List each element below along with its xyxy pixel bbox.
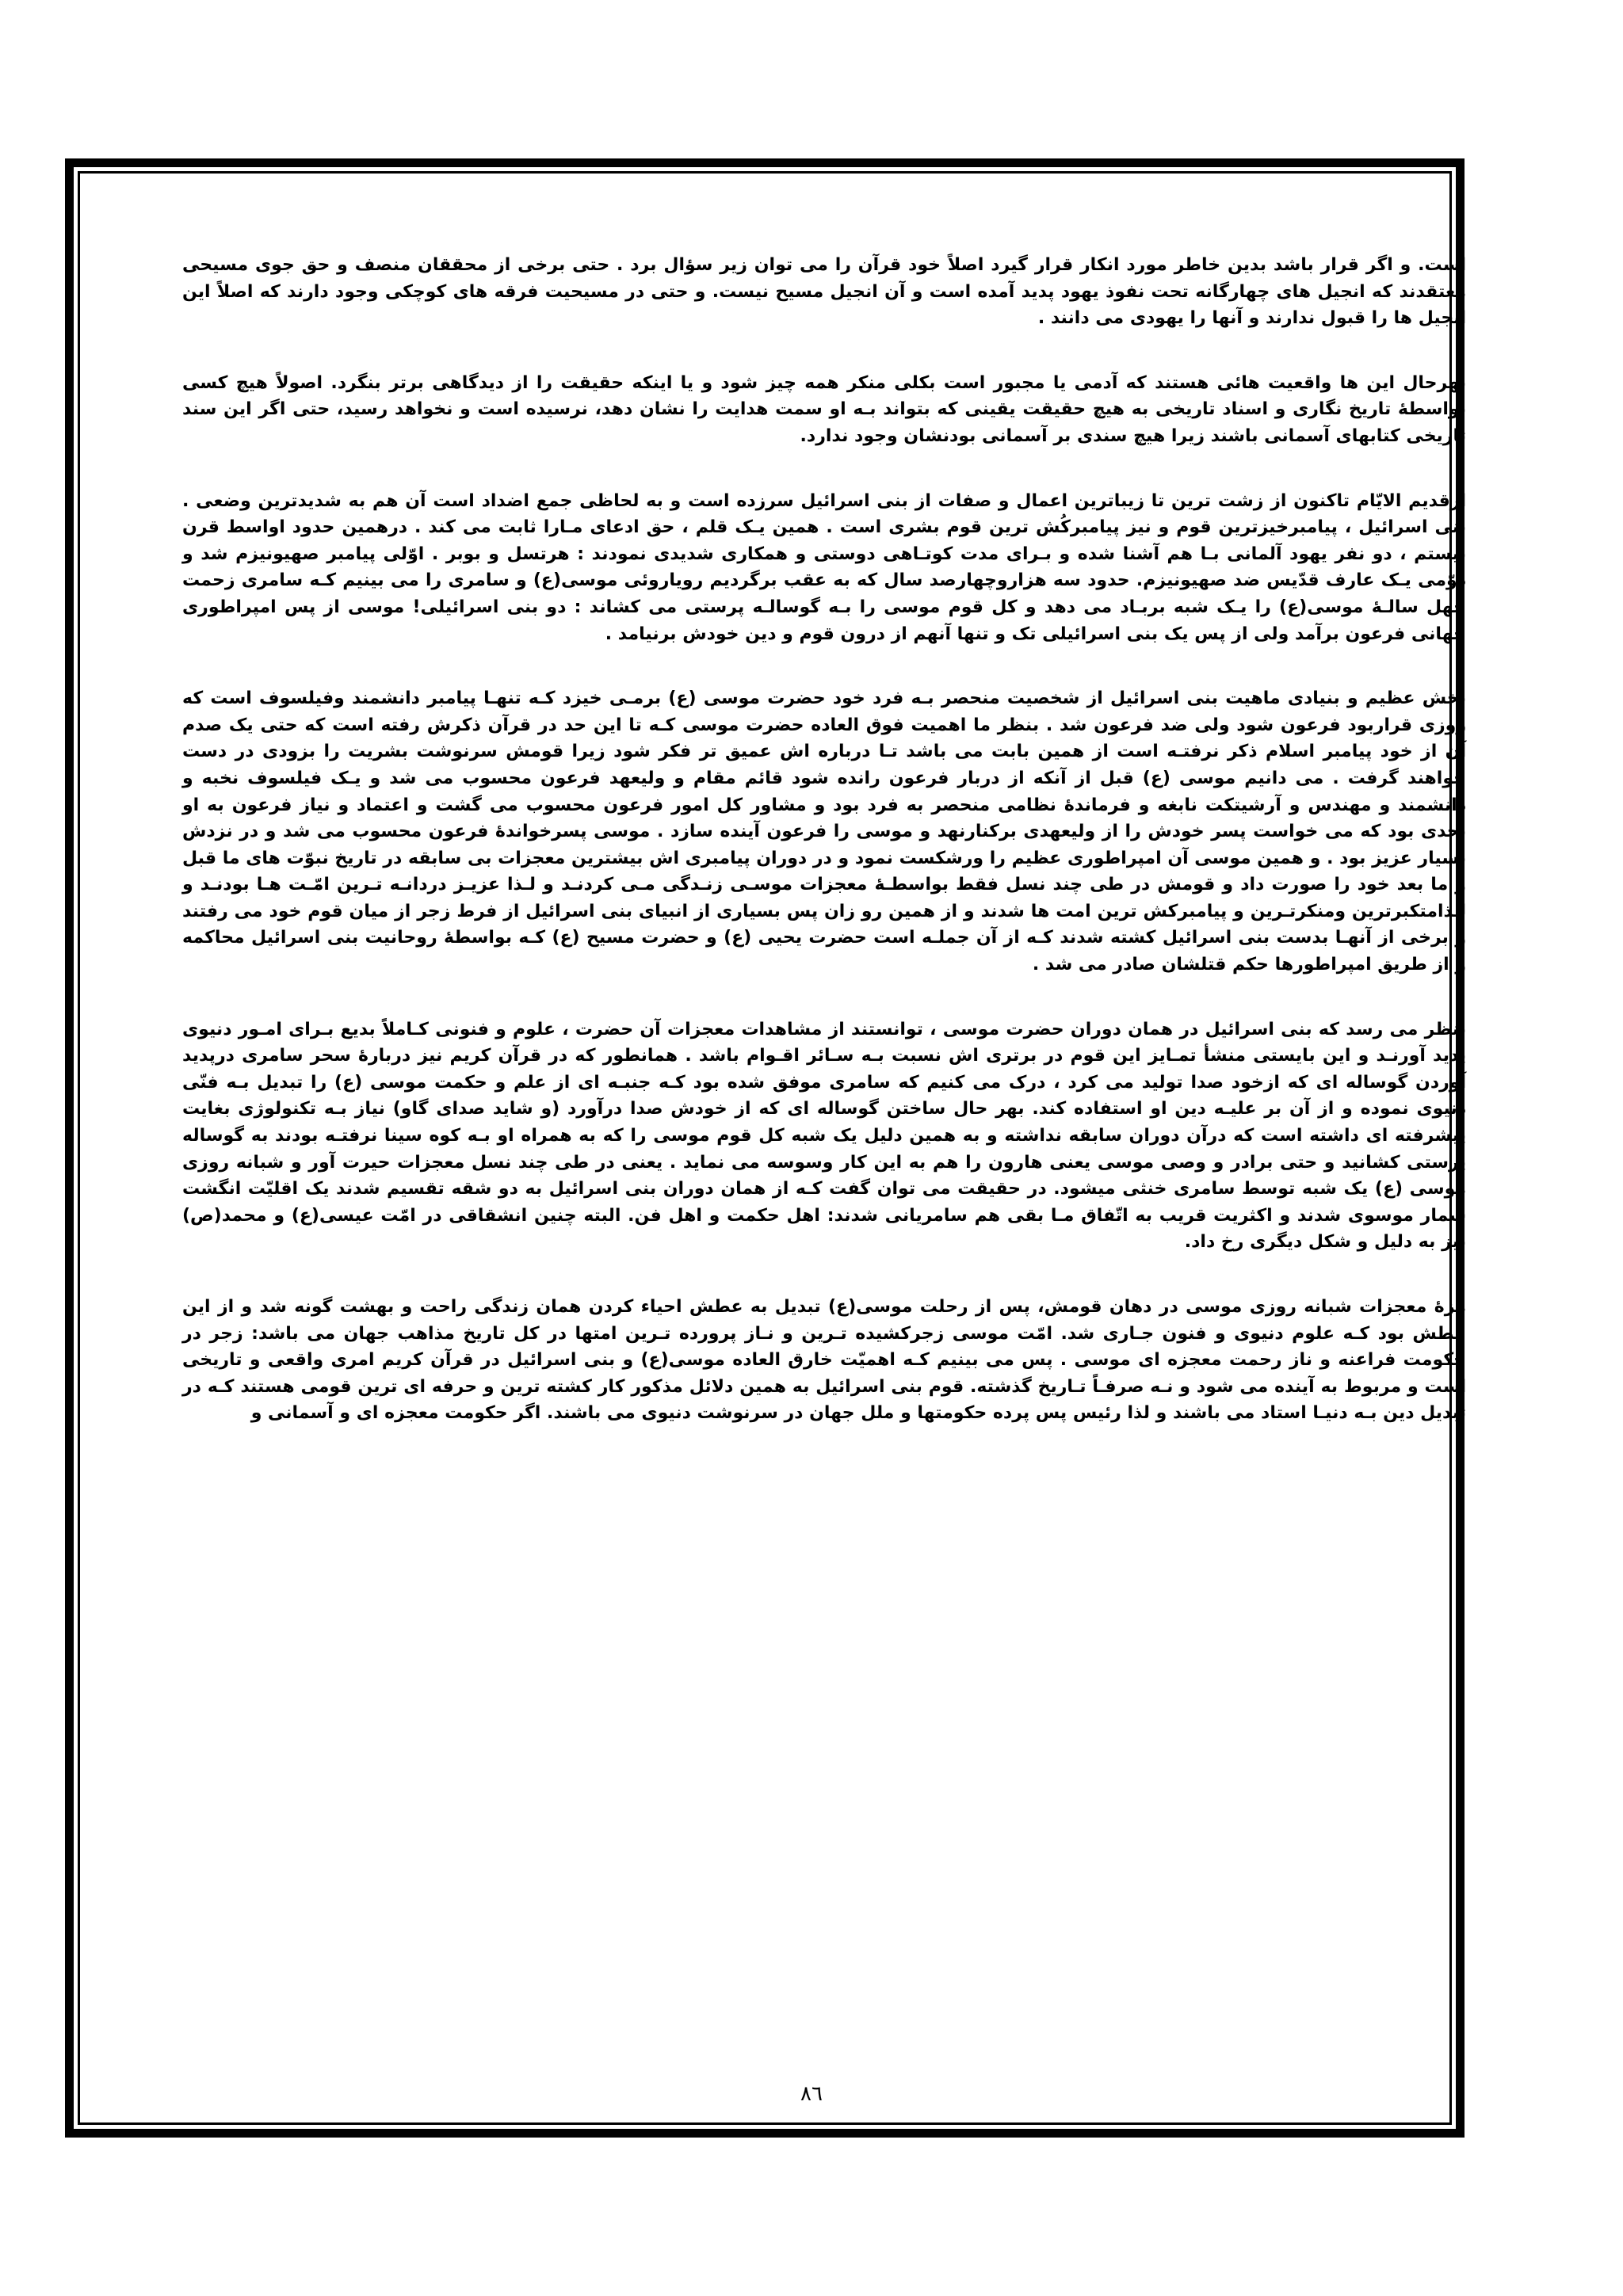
paragraph-2: بهرحال این ها واقعیت هائی هستند که آدمی یا مجبور است بکلی منکر همه چیز شود و یا اینکه حقیقت را از دیدگاهی برتر بنگرد. اصولاً هیچ کسی بواسطۀ تاریخ نگاری و اسناد تاریخی به هیچ حقیقت یقینی که بتواند بـه او سمت هدایت را نشان دهد، نرسیده است و نخواهد رسید، حتی اگر این سند تاریخی کتابهای آسمانی باشند زیرا هیچ سندی بر آسمانی بودنشان وجود ندارد. (182, 372, 1466, 446)
document-body (182, 252, 1466, 1465)
paragraph-6: مزۀ معجزات شبانه روزی موسی در دهان قومش، پس از رحلت موسی(ع) تبدیل به عطش احیاء کردن همان زندگی راحت و بهشت گونه شد و از این عطش بود کـه علوم دنیوی و فنون جـاری شد. امّت موسی زجرکشیده تـرین و نـاز پرورده تـرین امتها در کل تاریخ مذاهب جهان می باشد: زجر در حکومت فراعنه و ناز رحمت معجزه ای موسی . پس می بینیم کـه اهمیّت خارق العاده موسی(ع) و بنی اسرائیل در قرآن کریم امری واقعی و تاریخی است و مربوط به آینده می شود و نـه صرفـاً تـاریخ گذشته. قوم بنی اسرائیل به همین دلائل مذکور کار کشته ترین و حرفه ای ترین قومی هستند کـه در تبدیل دین بـه دنیـا استاد می باشند و لذا رئیس پس پرده حکومتها و ملل جهان در سرنوشت دنیوی می باشند. اگر حکومت معجزه ای و آسمانی و (182, 1297, 1466, 1424)
paragraph-4: بخش عظیم و بنیادی ماهیت بنی اسرائیل از شخصیت منحصر بـه فرد خود حضرت موسی (ع) برمـی خیزد کـه تنهـا پیامبر دانشمند وفیلسوف است که روزی قراربود فرعون شود ولی ضد فرعون شد . بنظر ما اهمیت فوق العاده حضرت موسی کـه تا این حد در قرآن ذکرش رفته است که حتی یک صدم آن از خود پیامبر اسلام ذکر نرفتـه است از همین بابت می باشد تـا درباره اش عمیق تر فکر شود زیرا قومش سرنوشت بشریت را بزودی در دست خواهند گرفت . می دانیم موسی (ع) قبل از آنکه از دربار فرعون رانده شود قائم مقام و ولیعهد فرعون محسوب می شد و یـک فیلسوف نخبه و دانشمند و مهندس و آرشیتکت نابغه و فرماندۀ نظامی منحصر به فرد بود و مشاور کل امور فرعون محسوب می گشت و اعتماد و نیاز فرعون به او بحدی بود که می خواست پسر خودش را از ولیعهدی برکنارنهد و موسی را فرعون آینده سازد . موسی پسرخواندۀ فرعون محسوب می شد و در نزدش بسیار عزیز بود . و همین موسی آن امپراطوری عظیم را ورشکست نمود و در دوران پیامبری اش بیشترین معجزات بی سابقه در تاریخ نبوّت های ما قبل و ما بعد خود را صورت داد و قومش در طی چند نسل فقط بواسطـۀ معجزات موسـی زنـدگی مـی کردنـد و لـذا عزیـز دردانـه تـرین امّـت هـا بودنـد و لـذامتکبرترین ومنکرتـرین و پیامبرکش ترین امت ها شدند و از همین رو زان پس بسیاری از انبیای بنی اسرائیل از فرط زجر از میان قوم خود می رفتند و برخی از آنهـا بدست بنی اسرائیل کشته شدند کـه از آن جملـه است حضرت یحیی (ع) و حضرت مسیح (ع) کـه بواسطۀ روحانیت بنی اسرائیل محاکمه و از طریق امپراطورها حکم قتلشان صادر می شد . (182, 688, 1466, 975)
paragraph-5: بنظر می رسد که بنی اسرائیل در همان دوران حضرت موسی ، توانستند از مشاهدات معجزات آن حضرت ، علوم و فنونی کـاملاً بدیع بـرای امـور دنیوی پدید آورنـد و این بایستی منشأ تمـایز این قوم در برتری اش نسبت بـه سـائر اقـوام باشد . همانطور که در قرآن کریم نیز دربارۀ سحر سامری درپدید آوردن گوساله ای که ازخود صدا تولید می کرد ، درک می کنیم که سامری موفق شده بود کـه جنبـه ای از علم و حکمت موسی (ع) را تبدیل بـه فنّی دنیوی نموده و از آن بر علیـه دین او استفاده کند. بهر حال ساختن گوساله ای که از خودش صدا درآورد (و شاید صدای گاو) نیاز بـه تکنولوژی بغایت پیشرفته ای داشته است که درآن دوران سابقه نداشته و به همین دلیل یک شبه کل قوم موسی را که به همراه او بـه کوه سینا نرفتـه بودند به گوساله پرستی کشانید و حتی برادر و وصی موسی یعنی هارون را هم به این کار وسوسه می نماید . یعنی در طی چند نسل معجزات حیرت آور و شبانه روزی موسی (ع) یک شبه توسط سامری خنثی میشود. در حقیقت می توان گفت کـه از همان دوران بنی اسرائیل به دو شقه تقسیم شدند یک اقلیّت انگشت شمار موسوی شدند و اکثریت قریب به اتّفاق مـا بقی هم سامریانی شدند: اهل حکمت و اهل فن. البته چنین انشقاقی در امّت عیسی(ع) و محمد(ص) نیز به دلیل و شکل دیگری رخ داد. (182, 1019, 1466, 1253)
paragraph-1: است. و اگر قرار باشد بدین خاطر مورد انکار قرار گیرد اصلاً خود قرآن را می توان زیر سؤال برد . حتی برخی از محققان منصف و حق جوی مسیحی معتقدند که انجیل های چهارگانه تحت نفوذ یهود پدید آمده است و آن انجیل مسیح نیست. و حتی در مسیحیت فرقه های کوچکی وجود دارند که اصلاً این انجیل ها را قبول ندارند و آنها را یهودی می دانند . (182, 255, 1466, 329)
paragraph-3: ازقدیم الایّام تاکنون از زشت ترین تا زیباترین اعمال و صفات از بنی اسرائیل سرزده است و به لحاظی جمع اضداد است آن هم به شدیدترین وضعی . بنی اسرائیل ، پیامبرخیزترین قوم و نیز پیامبرکُش ترین قوم بشری است . همین یـک قلم ، حق ادعای مـارا ثابت می کند . درهمین حدود اواسط قرن بیستم ، دو نفر یهود آلمانی بـا هم آشنا شده و بـرای مدت کوتـاهی دوستی و همکاری شدیدی نمودند : هرتسل و بوبر . اوّلی پیامبر صهیونیزم شد و دوّمی یـک عارف قدّیس ضد صهیونیزم. حدود سه هزاروچهارصد سال که به عقب برگردیم رویاروئی موسی(ع) و سامری را می بینیم کـه سامری زحمت چهل سالـۀ موسی(ع) را یـک شبه بربـاد می دهد و کل قوم موسی را بـه گوسالـه پرستی می کشاند : دو بنی اسرائیلی! موسی از پس امپراطوری جهانی فرعون برآمد ولی از پس یک بنی اسرائیلی تک و تنها آنهم از درون قوم و دین خودش برنیامد . (182, 490, 1466, 644)
page-number: ٨٦ (800, 2082, 823, 2106)
